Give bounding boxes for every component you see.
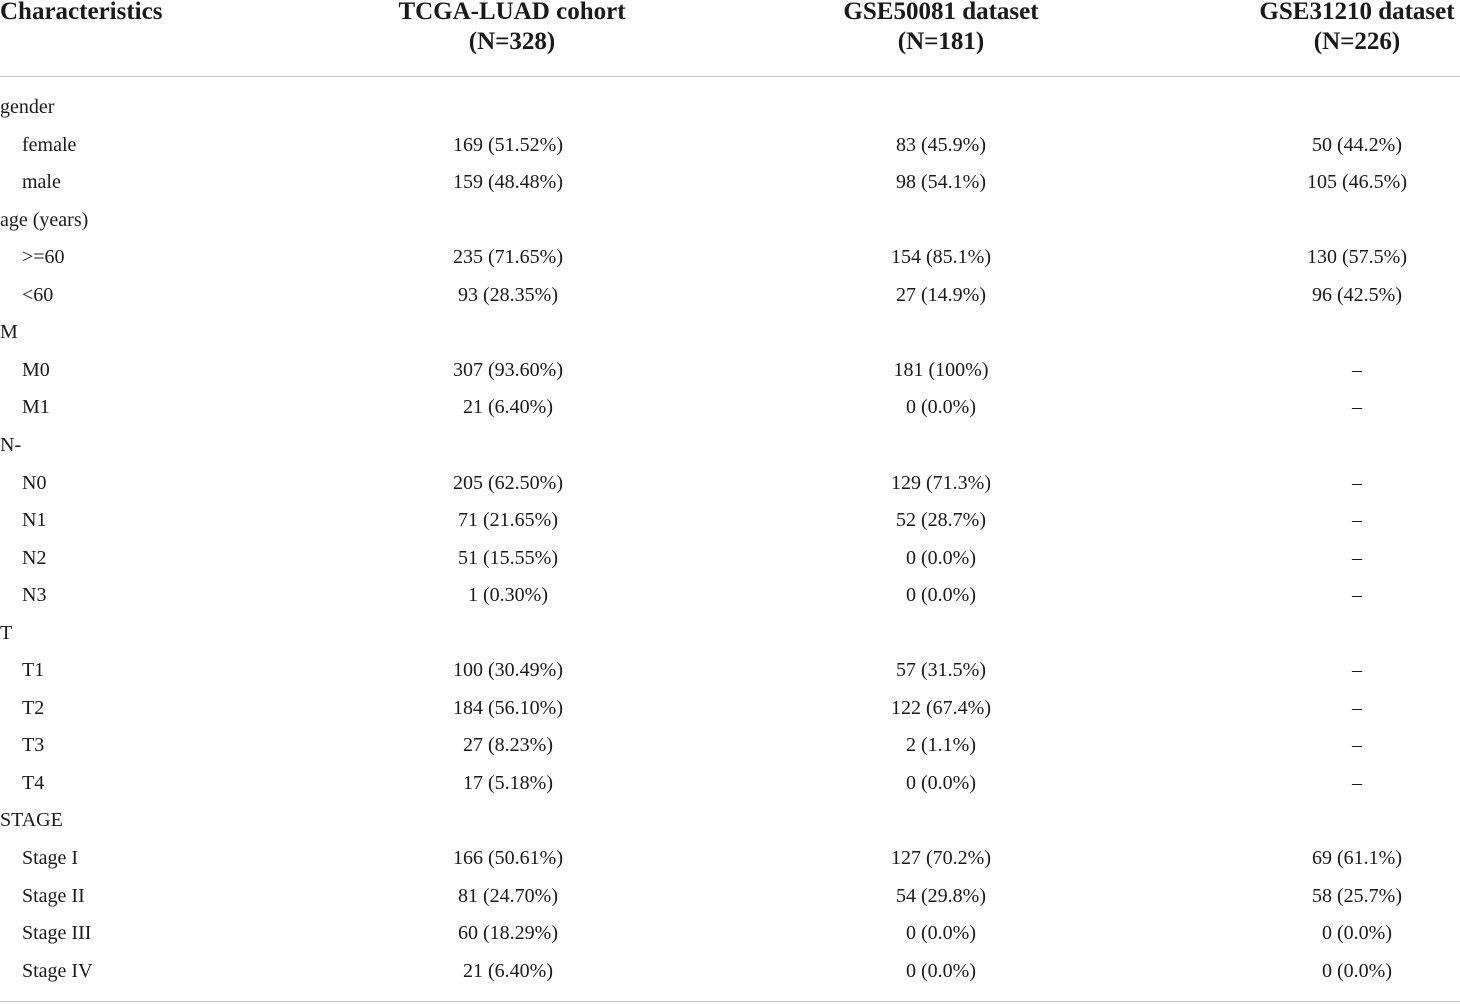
header-gse50081-title: GSE50081 dataset xyxy=(843,0,1039,25)
cell-gse50081: 2 (1.1%) xyxy=(906,734,976,757)
cell-gse50081: 54 (29.8%) xyxy=(896,884,986,907)
cell-gse31210: – xyxy=(1352,471,1362,494)
cell-gse31210: 0 (0.0%) xyxy=(1322,959,1392,982)
table-row xyxy=(0,127,1460,165)
table-row xyxy=(0,915,1460,953)
cell-gse50081: 129 (71.3%) xyxy=(891,471,991,494)
row-group-label: M xyxy=(0,321,18,344)
cell-gse31210: – xyxy=(1352,396,1362,419)
cell-tcga-luad: 21 (6.40%) xyxy=(463,396,553,419)
table-row xyxy=(0,953,1460,991)
cell-gse31210: – xyxy=(1352,771,1362,794)
row-label: <60 xyxy=(22,283,54,306)
row-label: N0 xyxy=(22,471,47,494)
table-row xyxy=(0,765,1460,803)
table-row xyxy=(0,652,1460,690)
cell-gse50081: 122 (67.4%) xyxy=(891,696,991,719)
cell-tcga-luad: 307 (93.60%) xyxy=(453,358,563,381)
cell-gse31210: – xyxy=(1352,734,1362,757)
cell-tcga-luad: 71 (21.65%) xyxy=(458,509,558,532)
cell-gse31210: 96 (42.5%) xyxy=(1312,283,1402,306)
header-tcga-luad xyxy=(390,0,634,57)
cell-tcga-luad: 235 (71.65%) xyxy=(453,246,563,269)
cell-gse50081: 0 (0.0%) xyxy=(906,546,976,569)
cell-gse50081: 0 (0.0%) xyxy=(906,922,976,945)
cell-tcga-luad: 17 (5.18%) xyxy=(463,771,553,794)
cell-gse31210: 50 (44.2%) xyxy=(1312,133,1402,156)
cell-tcga-luad: 51 (15.55%) xyxy=(458,546,558,569)
row-label: >=60 xyxy=(22,246,65,269)
cell-tcga-luad: 100 (30.49%) xyxy=(453,659,563,682)
table-row xyxy=(0,89,1460,127)
table-row xyxy=(0,164,1460,202)
header-gse50081 xyxy=(810,0,1072,57)
row-label: N1 xyxy=(22,509,47,532)
row-label: female xyxy=(22,133,77,156)
table-row xyxy=(0,540,1460,578)
row-label: T2 xyxy=(22,696,45,719)
cell-gse31210: 105 (46.5%) xyxy=(1307,171,1407,194)
header-gse31210-n: (N=226) xyxy=(1313,28,1401,55)
header-gse50081-n: (N=181) xyxy=(897,28,985,55)
cell-tcga-luad: 159 (48.48%) xyxy=(453,171,563,194)
cell-gse50081: 83 (45.9%) xyxy=(896,133,986,156)
cell-gse31210: – xyxy=(1352,584,1362,607)
row-label: M0 xyxy=(22,358,50,381)
cell-gse31210: – xyxy=(1352,696,1362,719)
row-group-label: STAGE xyxy=(0,809,63,832)
cell-gse31210: 130 (57.5%) xyxy=(1307,246,1407,269)
cell-gse31210: – xyxy=(1352,659,1362,682)
header-tcga-luad-title: TCGA-LUAD cohort xyxy=(398,0,626,25)
cell-tcga-luad: 81 (24.70%) xyxy=(458,884,558,907)
table-row xyxy=(0,577,1460,615)
row-group-label: N- xyxy=(0,433,22,456)
table-bottom-divider xyxy=(0,1001,1460,1002)
header-characteristics: Characteristics xyxy=(0,0,163,25)
row-group-label: age (years) xyxy=(0,208,89,231)
table-header xyxy=(0,0,1460,78)
row-label: T1 xyxy=(22,659,45,682)
row-label: Stage III xyxy=(22,922,92,945)
table-row xyxy=(0,878,1460,916)
cell-tcga-luad: 205 (62.50%) xyxy=(453,471,563,494)
table-row xyxy=(0,690,1460,728)
table-row xyxy=(0,802,1460,840)
cell-tcga-luad: 169 (51.52%) xyxy=(453,133,563,156)
row-label: N3 xyxy=(22,584,47,607)
row-label: male xyxy=(22,171,61,194)
header-tcga-luad-n: (N=328) xyxy=(468,28,556,55)
row-label: N2 xyxy=(22,546,47,569)
row-group-label: T xyxy=(0,621,13,644)
header-divider xyxy=(0,76,1460,77)
row-group-label: gender xyxy=(0,96,55,118)
table-row xyxy=(0,727,1460,765)
cell-tcga-luad: 184 (56.10%) xyxy=(453,696,563,719)
row-label: T4 xyxy=(22,771,45,794)
cell-gse50081: 52 (28.7%) xyxy=(896,509,986,532)
cell-gse50081: 57 (31.5%) xyxy=(896,659,986,682)
cell-gse31210: – xyxy=(1352,358,1362,381)
cell-tcga-luad: 60 (18.29%) xyxy=(458,922,558,945)
row-label: Stage II xyxy=(22,884,85,907)
cell-gse50081: 27 (14.9%) xyxy=(896,283,986,306)
cell-gse50081: 154 (85.1%) xyxy=(891,246,991,269)
cell-tcga-luad: 21 (6.40%) xyxy=(463,959,553,982)
header-gse31210 xyxy=(1228,0,1460,57)
header-gse31210-title: GSE31210 dataset xyxy=(1259,0,1455,25)
row-label: M1 xyxy=(22,396,50,419)
table-row xyxy=(0,427,1460,465)
table-row xyxy=(0,389,1460,427)
cell-gse50081: 0 (0.0%) xyxy=(906,396,976,419)
cell-gse50081: 0 (0.0%) xyxy=(906,584,976,607)
cell-tcga-luad: 166 (50.61%) xyxy=(453,847,563,869)
table-row xyxy=(0,615,1460,653)
row-label: Stage I xyxy=(22,847,79,869)
cell-tcga-luad: 1 (0.30%) xyxy=(468,584,548,607)
table-row xyxy=(0,502,1460,540)
cell-gse31210: 58 (25.7%) xyxy=(1312,884,1402,907)
table-row xyxy=(0,202,1460,240)
table-row xyxy=(0,352,1460,390)
cell-tcga-luad: 93 (28.35%) xyxy=(458,283,558,306)
row-label: T3 xyxy=(22,734,45,757)
cell-gse31210: – xyxy=(1352,509,1362,532)
cell-gse31210: – xyxy=(1352,546,1362,569)
table-row xyxy=(0,277,1460,315)
table-row xyxy=(0,239,1460,277)
table-row xyxy=(0,465,1460,503)
row-label: Stage IV xyxy=(22,959,93,982)
table-row xyxy=(0,314,1460,352)
cell-gse50081: 0 (0.0%) xyxy=(906,771,976,794)
cell-tcga-luad: 27 (8.23%) xyxy=(463,734,553,757)
cell-gse50081: 0 (0.0%) xyxy=(906,959,976,982)
cell-gse31210: 0 (0.0%) xyxy=(1322,922,1392,945)
cell-gse31210: 69 (61.1%) xyxy=(1312,847,1402,869)
table-row xyxy=(0,840,1460,878)
cell-gse50081: 98 (54.1%) xyxy=(896,171,986,194)
cell-gse50081: 127 (70.2%) xyxy=(891,847,991,869)
cell-gse50081: 181 (100%) xyxy=(893,358,989,381)
